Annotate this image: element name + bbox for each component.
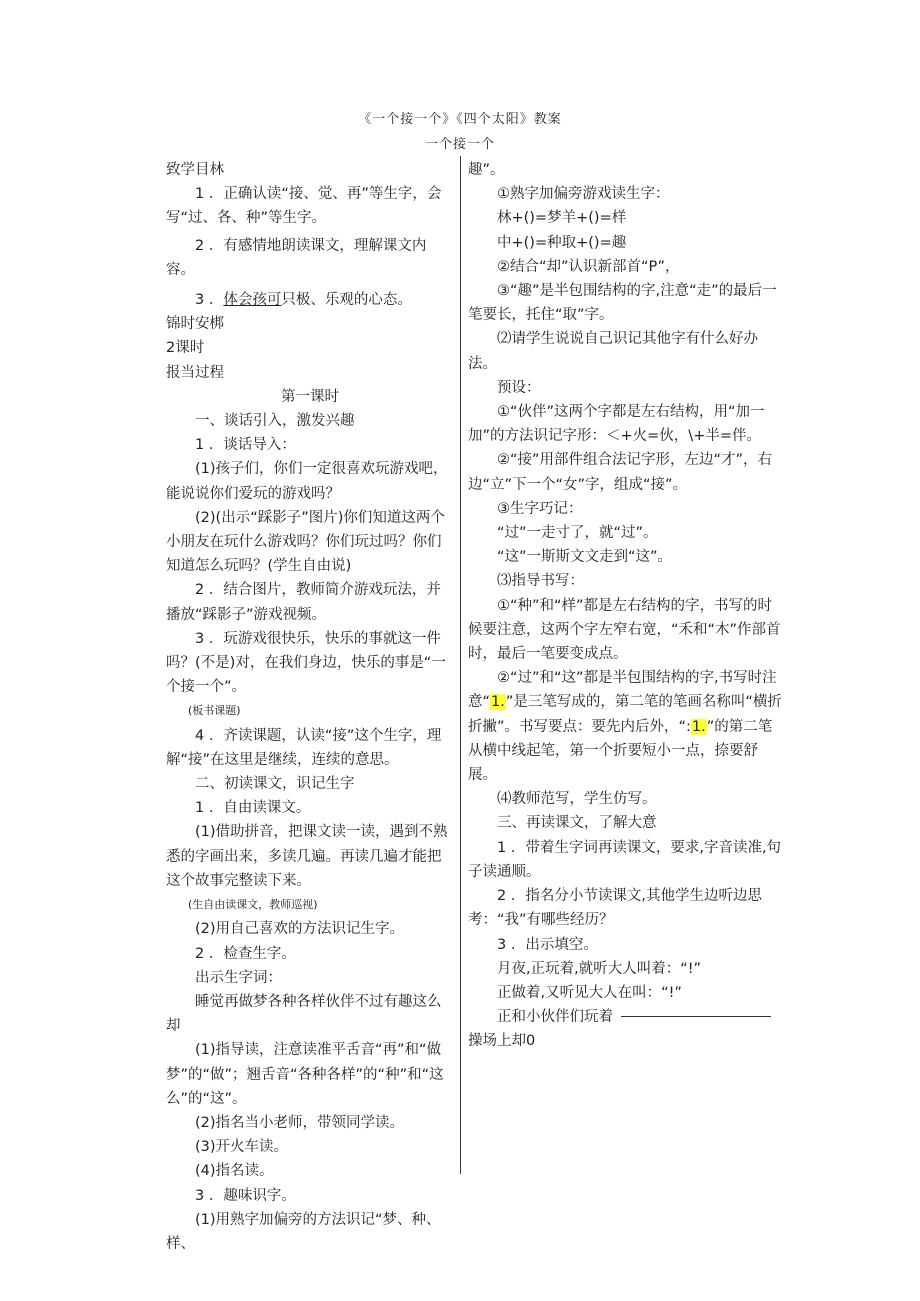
read-step-1-sub-2: (2)用自己喜欢的方法识记生字。 bbox=[195, 921, 405, 938]
formula-line-2: 中+()=种取+()=趣 bbox=[497, 234, 627, 251]
writing-guide-2-part-2: ”是三笔写成的，第二笔的笔画名称叫“横折折撇”。书写要点：要先内后外，“: bbox=[468, 694, 782, 735]
highlight-mark-1: 1. bbox=[491, 694, 505, 711]
writing-guide-2-part-1: ②“过”和“这”都是半包围结构的字,书写时注意“ bbox=[468, 670, 777, 711]
goal-item-1: 1 ．正确认读“接、觉、再”等生字，会写“过、各、种”等生字。 bbox=[166, 186, 442, 227]
read-step-1-sub-1: (1)借助拼音，把课文读一读，遇到不熟悉的字画出来，多读几遍。再读几遍才能把这个故事完整读下来。 bbox=[166, 824, 448, 889]
read-step-3: 3 ．趣味识字。 bbox=[195, 1187, 296, 1204]
goal-item-3-rest: 只极、乐观的心态。 bbox=[281, 292, 412, 309]
document-subtitle: 一个接一个 bbox=[424, 137, 495, 152]
highlight-mark-2: 1. bbox=[691, 718, 706, 735]
step-1-sub-2: (2)(出示“踩影子”图片)你们知道这两个小朋友在玩什么游戏吗？你们玩过吗？你们知道怎么玩吗？(学生自由说) bbox=[166, 509, 445, 575]
read-step-2-sub-2: (2)指名当小老师，带领同学读。 bbox=[195, 1114, 405, 1131]
fill-line-3 bbox=[468, 1005, 786, 1029]
writing-guide-2-part-3: ”的第二笔从横中线起笔，第一个折要短小一点，捺要舒展。 bbox=[468, 718, 773, 784]
preset-label: 预设： bbox=[497, 379, 541, 396]
preset-item-1: ①“伙伴”这两个字都是左右结构，用“加一加”的方法识记字形：＜+火=伙，\+半=伴。 bbox=[468, 404, 765, 445]
fill-line-1: 月夜,正玩着,就听大人叫着：“!” bbox=[497, 960, 702, 977]
fill-line-3-text: 正和小伙伴们玩着 bbox=[497, 1009, 613, 1026]
section-heading-process: 报当过程 bbox=[166, 364, 224, 381]
column-divider bbox=[460, 156, 461, 1174]
read-step-2-sub-3: (3)开火车读。 bbox=[195, 1139, 289, 1156]
schedule-value: 2课时 bbox=[166, 340, 205, 357]
part-heading-1: 一、谈话引入，激发兴趣 bbox=[195, 413, 355, 430]
fill-line-2: 正做着,又听见大人在叫：“!” bbox=[497, 984, 682, 1001]
step-2: 2 ．结合图片，教师简介游戏玩法，并播放“踩影子”游戏视频。 bbox=[166, 582, 441, 623]
read-step-2: 2 ．检查生字。 bbox=[195, 945, 296, 962]
game-item-1: ①熟字加偏旁游戏读生字： bbox=[497, 186, 670, 203]
game-item-3: ③“趣”是半包围结构的字,注意“走”的最后一笔要长，托住“取”字。 bbox=[468, 283, 777, 324]
writing-guide-heading: ⑶指导书写： bbox=[497, 573, 584, 590]
preset-item-3: ③生字巧记： bbox=[497, 500, 583, 517]
goal-item-2: 2 ．有感情地朗读课文，理解课文内容。 bbox=[166, 237, 427, 278]
reread-step-1: 1 ．带着生字词再读课文，要求,字音读准,句子读通顺。 bbox=[468, 839, 782, 880]
step-1: 1 ．谈话导入： bbox=[195, 437, 296, 454]
teacher-note: (生自由读课文，教师巡视) bbox=[188, 898, 318, 912]
read-step-2-sub-1: (1)指导读，注意读准平舌音“再”和“做梦”的“做”；翘舌音“各种各样”的“种”和“这么”的“这”。 bbox=[166, 1042, 444, 1107]
show-words-label: 出示生字词： bbox=[195, 969, 282, 986]
lesson-heading-first: 第一课时 bbox=[281, 388, 339, 405]
read-step-3-sub-1: (1)用熟字加偏旁的方法识记“梦、种、样、 bbox=[166, 1211, 441, 1252]
section-heading-goals: 致学目林 bbox=[166, 162, 224, 178]
game-item-2: ②结合“却”认识新部首“P”， bbox=[497, 258, 680, 275]
writing-guide-2 bbox=[468, 666, 786, 787]
continuation-text: 趣”。 bbox=[468, 162, 505, 178]
section-heading-schedule: 锦时安梆 bbox=[166, 316, 224, 333]
part-heading-3: 三、再读课文，了解大意 bbox=[497, 815, 657, 832]
writing-guide-heading-4: ⑷教师范写，学生仿写。 bbox=[497, 791, 657, 808]
goal-item-3-number: 3 ． bbox=[195, 292, 224, 309]
read-step-1: 1 ．自由读课文。 bbox=[195, 800, 311, 817]
method-item-2: ⑵请学生说说自己识记其他字有什么好办法。 bbox=[468, 331, 758, 372]
left-column bbox=[166, 158, 454, 1256]
goal-item-3-underlined: 体会孩可 bbox=[223, 292, 282, 309]
writing-guide-1: ①“种”和“样”都是左右结构的字，书写的时候要注意，这两个字左窄右宽，“禾和“木”作部首时，最后一笔要变成点。 bbox=[468, 597, 781, 663]
fill-blank-line bbox=[621, 1016, 771, 1017]
formula-line-1: 林+()=梦羊+()=样 bbox=[497, 210, 627, 227]
fill-line-4: 操场上却0 bbox=[468, 1033, 536, 1050]
document-title: 《一个接一个》《四个太阳》教案 bbox=[358, 112, 562, 127]
step-3: 3 ．玩游戏很快乐，快乐的事就这一件吗？(不是)对，在我们身边，快乐的事是“一个接一个”。 bbox=[166, 630, 446, 696]
step-4: 4 ．齐读课题，认读“接”这个生字，理解“接”在这里是继续，连续的意思。 bbox=[166, 727, 442, 768]
preset-item-2: ②“接”用部件组合法记字形，左边“才”，右边“立”下一个“女”字，组成“接”。 bbox=[468, 452, 773, 493]
word-list: 睡觉再做梦各种各样伙伴不过有趣这么却 bbox=[166, 993, 442, 1035]
step-1-sub-1: (1)孩子们，你们一定很喜欢玩游戏吧，能说说你们爱玩的游戏吗？ bbox=[166, 461, 448, 502]
board-note: (板书课题) bbox=[188, 704, 241, 718]
reread-step-3: 3 ．出示填空。 bbox=[497, 936, 598, 953]
part-heading-2: 二、初读课文，识记生字 bbox=[195, 776, 355, 793]
right-column bbox=[468, 158, 786, 1054]
goal-item-3 bbox=[166, 288, 454, 312]
reread-step-2: 2 ．指名分小节读课文,其他学生边听边思考：“我”有哪些经历？ bbox=[468, 888, 762, 929]
memory-line-2: “这”一斯斯文文走到“这”。 bbox=[497, 549, 673, 566]
memory-line-1: “过”一走寸了，就“过”。 bbox=[497, 525, 658, 542]
read-step-2-sub-4: (4)指名读。 bbox=[195, 1163, 274, 1180]
